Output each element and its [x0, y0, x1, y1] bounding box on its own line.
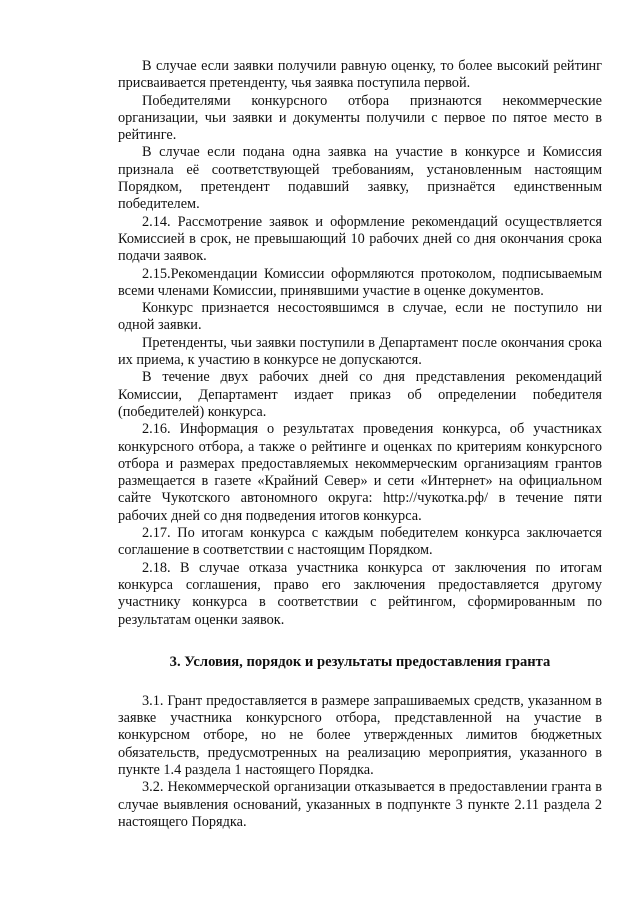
paragraph-2-18: 2.18. В случае отказа участника конкурса от заключения по итогам конкурса соглашения, право его заключения предоставляется другому участнику конкурса в соответствии с рейтингом, сформированным по результатам оценки заявок.: [118, 559, 602, 628]
paragraph-2-15: 2.15.Рекомендации Комиссии оформляются протоколом, подписываемым всеми членами Комиссии, принявшими участие в оценке документов.: [118, 265, 602, 299]
paragraph-late-applications: Претенденты, чьи заявки поступили в Департамент после окончания срока их приема, к участию в конкурсе не допускаются.: [118, 334, 602, 369]
paragraph-equal-score: В случае если заявки получили равную оценку, то более высокий рейтинг присваивается претенденту, чья заявка поступила первой.: [118, 58, 602, 92]
document-page: [118, 58, 602, 831]
section-heading: 3. Условия, порядок и результаты предоставления гранта: [169, 653, 551, 670]
paragraph-contest-failed: Конкурс признается несостоявшимся в случае, если не поступило ни одной заявки.: [118, 300, 602, 334]
paragraph-single-application: В случае если подана одна заявка на участие в конкурсе и Комиссия признала её соответствующей требованиям, установленным настоящим Порядком, претендент подавший заявку, признаётся единственным победителем.: [118, 144, 602, 213]
paragraph-winner-order: В течение двух рабочих дней со дня представления рекомендаций Комиссии, Департамент издает приказ об определении победителя (победителей) конкурса.: [118, 369, 602, 420]
paragraph-3-2: 3.2. Некоммерческой организации отказывается в предоставлении гранта в случае выявления оснований, указанных в подпункте 3 пункте 2.11 раздела 2 настоящего Порядка.: [118, 779, 602, 830]
paragraph-2-16: 2.16. Информация о результатах проведения конкурса, об участниках конкурсного отбора, а также о рейтинге и оценках по критериям конкурсного отбора и размерах предоставляемых некоммерческим организациям грантов размещается в газете «Крайний Север» и сети «Интернет» на официальном сайте Чукотского автономного округа: http://чукотка.рф/ в течение пяти рабочих дней со дня подведения итогов конкурса.: [118, 421, 602, 524]
paragraph-winners: Победителями конкурсного отбора признаются некоммерческие организации, чьи заявки и документы получили с первое по пятое место в рейтинге.: [118, 92, 602, 144]
paragraph-3-1: 3.1. Грант предоставляется в размере запрашиваемых средств, указанном в заявке участника конкурсного отбора, представленной на участие в конкурсном отборе, но не более утвержденных лимитов бюджетных обязательств, предусмотренных на реализацию мероприятия, указанного в пункте 1.4 раздела 1 настоящего Порядка.: [118, 692, 602, 778]
paragraph-2-14: 2.14. Рассмотрение заявок и оформление рекомендаций осуществляется Комиссией в срок, не превышающий 10 рабочих дней со дня окончания срока подачи заявок.: [118, 213, 602, 265]
paragraph-2-17: 2.17. По итогам конкурса с каждым победителем конкурса заключается соглашение в соответствии с настоящим Порядком.: [118, 525, 602, 559]
